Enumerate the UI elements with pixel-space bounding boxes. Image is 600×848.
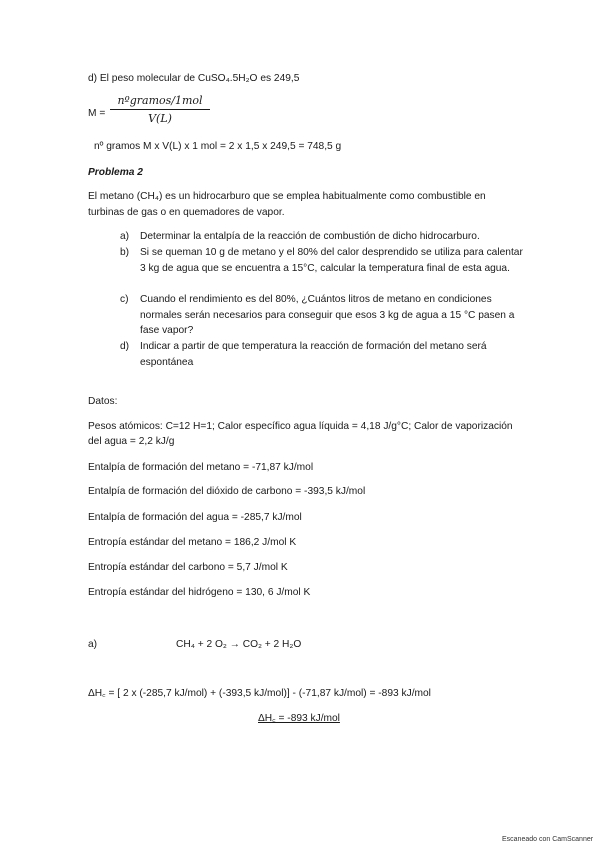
problem-title: Problema 2 bbox=[88, 167, 143, 178]
datos-label: Datos: bbox=[88, 396, 118, 407]
datos-line: Entalpía de formación del metano = -71,87 kJ/mol bbox=[88, 462, 314, 473]
formula-lhs: M = bbox=[88, 108, 106, 119]
formula-numerator: nºgramos/1mol bbox=[110, 94, 210, 110]
enthalpy-result: ΔH꜀ = -893 kJ/mol bbox=[258, 713, 340, 724]
list-text: Determinar la entalpía de la reacción de combustión de dicho hidrocarburo. bbox=[140, 231, 480, 242]
datos-line: Entropía estándar del metano = 186,2 J/mol K bbox=[88, 537, 297, 548]
list-text: Indicar a partir de que temperatura la reacción de formación del metano será espontánea bbox=[140, 341, 487, 368]
datos-line: Entalpía de formación del agua = -285,7 kJ/mol bbox=[88, 512, 302, 523]
list-marker: a) bbox=[120, 231, 130, 242]
part-d-calculation: nº gramos M x V(L) x 1 mol = 2 x 1,5 x 249,5 = 748,5 g bbox=[94, 141, 342, 152]
list-marker: d) bbox=[120, 341, 130, 352]
list-text: Si se queman 10 g de metano y el 80% del calor desprendido se utiliza para calentar 3 kg de agua que se encuentra a 15°C, calcular la temperatura final de esta agua. bbox=[140, 247, 523, 274]
enthalpy-calculation: ΔH꜀ = [ 2 x (-285,7 kJ/mol) + (-393,5 kJ/mol)] - (-71,87 kJ/mol) = -893 kJ/mol bbox=[88, 688, 431, 699]
solution-marker: a) bbox=[88, 639, 98, 650]
datos-line: Entropía estándar del hidrógeno = 130, 6 J/mol K bbox=[88, 587, 311, 598]
camscanner-watermark: Escaneado con CamScanner bbox=[502, 836, 594, 843]
list-marker: b) bbox=[120, 247, 130, 258]
reaction-equation: CH₄ + 2 O₂ → CO₂ + 2 H₂O bbox=[176, 639, 302, 650]
problem-intro: El metano (CH₄) es un hidrocarburo que se emplea habitualmente como combustible en turbinas de gas o en quemadores de vapor. bbox=[88, 191, 486, 218]
list-marker: c) bbox=[120, 294, 129, 305]
datos-line: Entalpía de formación del dióxido de carbono = -393,5 kJ/mol bbox=[88, 486, 366, 497]
datos-line: Pesos atómicos: C=12 H=1; Calor específico agua líquida = 4,18 J/g°C; Calor de vaporización del agua = 2,2 kJ/g bbox=[88, 421, 513, 447]
part-d-line: d) El peso molecular de CuSO₄.5H₂O es 249,5 bbox=[88, 73, 300, 84]
datos-line: Entropía estándar del carbono = 5,7 J/mol K bbox=[88, 562, 288, 573]
formula-denominator: V(L) bbox=[148, 112, 172, 125]
list-text: Cuando el rendimiento es del 80%, ¿Cuántos litros de metano en condiciones normales serán necesarios para conseguir que esos 3 kg de agua a 15 °C pasen a fase vapor? bbox=[140, 294, 515, 336]
molarity-formula bbox=[110, 94, 210, 125]
